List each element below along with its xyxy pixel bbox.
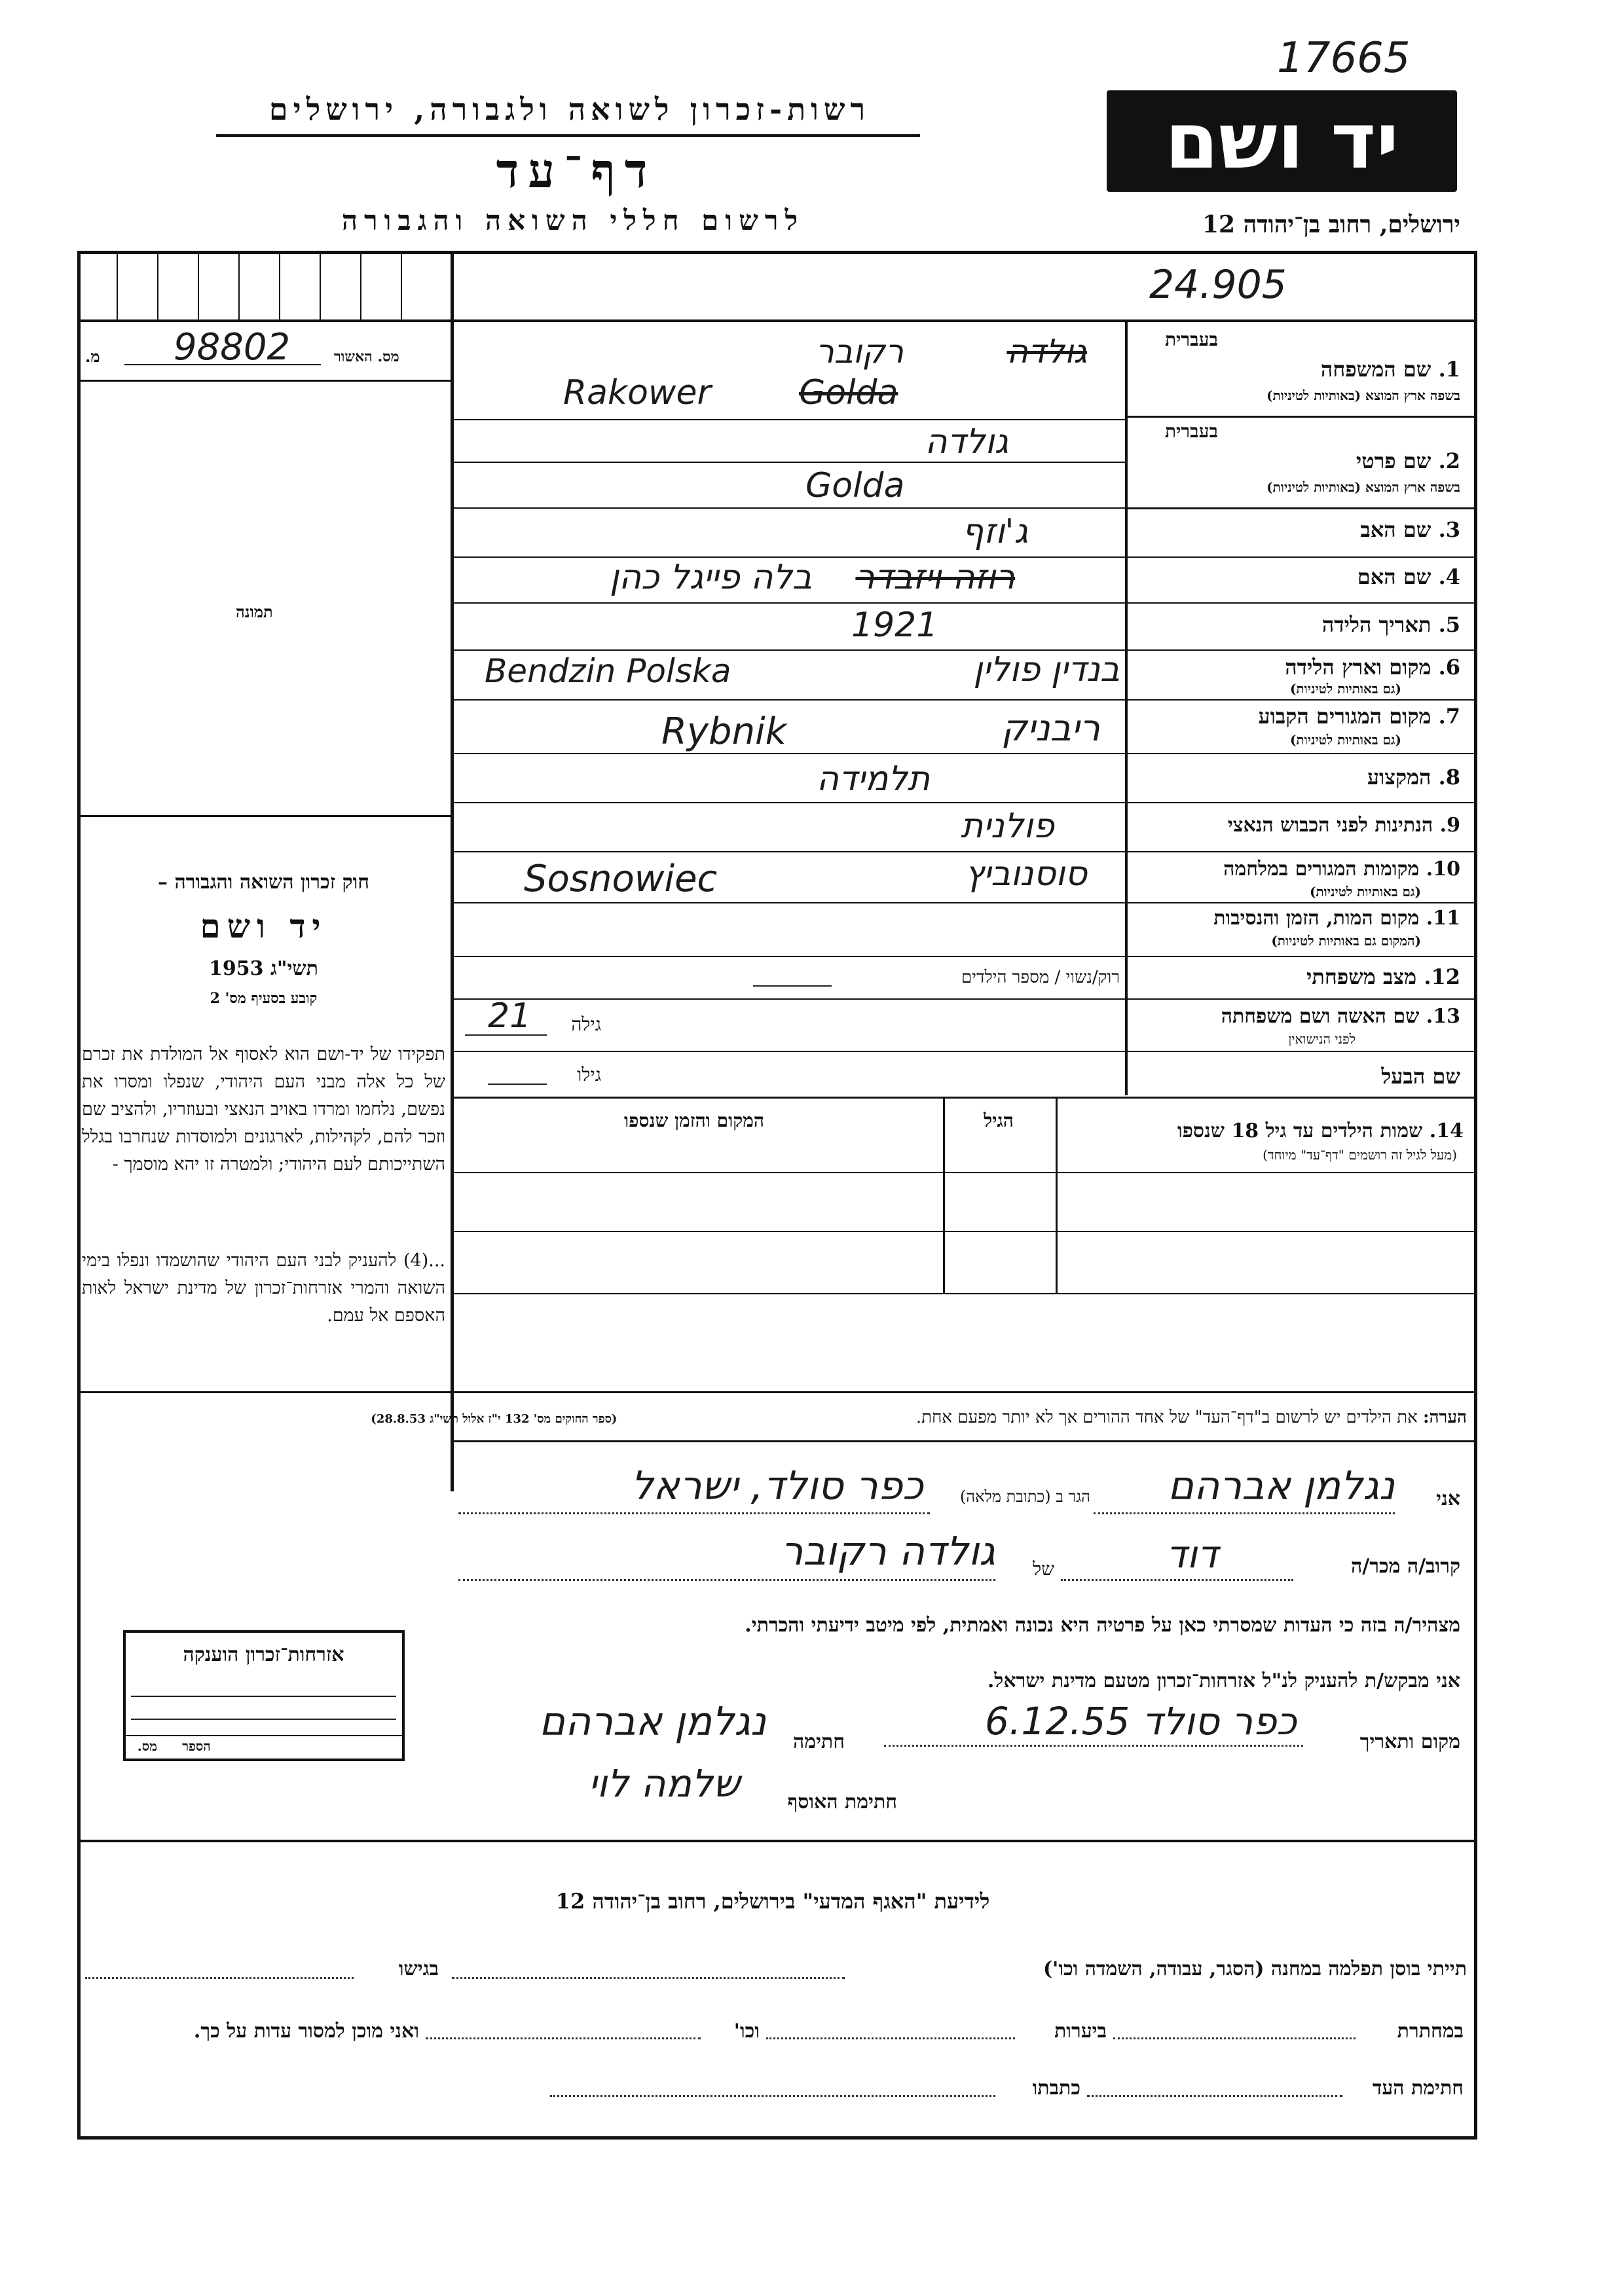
footer-row-1-label: תייתי בוסן תפלמה במחנה (הסגר, עבודה, השמדה וכו'): [1043, 1958, 1467, 1980]
declaration-relative-line: [1061, 1579, 1293, 1581]
field-1-text: שם המשפחה: [1320, 357, 1431, 382]
field-6-value-he: בנדין פולין: [973, 650, 1120, 689]
field-8-text: המקצוע: [1367, 765, 1431, 790]
place-date-line: [884, 1745, 1303, 1747]
declaration-resident-line: [458, 1512, 930, 1514]
declaration-i-line: [1094, 1512, 1395, 1514]
row-rule: [452, 419, 1126, 420]
declaration-relative-value: דוד: [1166, 1532, 1218, 1576]
field-3-label: [1139, 517, 1460, 542]
row-rule: [452, 998, 1477, 1000]
field-5-num: 5.: [1438, 612, 1460, 637]
field-2-label: [1139, 448, 1460, 473]
row-rule: [452, 602, 1477, 604]
field-7-sub: (גם באותיות לטיניות): [1289, 732, 1401, 748]
children-row-rule: [452, 1231, 1477, 1232]
field-5-text: תאריך הלידה: [1321, 612, 1431, 637]
declaration-i-value: נגלמן אברהם: [1168, 1463, 1395, 1509]
children-header-rule: [452, 1172, 1477, 1173]
field-12-label: [1139, 964, 1460, 989]
field-11-text: מקום המות, הזמן והנסיבות: [1213, 907, 1420, 930]
field-3-num: 3.: [1438, 517, 1460, 542]
form-title: דף־עד: [496, 143, 657, 198]
note-top-rule: [77, 1391, 1477, 1393]
row-rule: [1125, 507, 1477, 509]
husband-age-label: גילו: [577, 1064, 601, 1085]
field-8-label: [1139, 765, 1460, 790]
field-11-label: [1139, 907, 1460, 930]
field-10-text: מקומות המגורים במלחמה: [1223, 858, 1420, 881]
law-paragraph-1: תפקידו של יד-ושם הוא לאסוף אל המולדת את זכרם של כל אלה מבני העם היהודי, שנפלו ומסרו את נפשם, נלחמו ומרדו באויב הנאצי ובעוזריו, ולהציב שם וזכר להם, לקהילות, לארגונים ולמוסדות שנחרבו בגלל השתייכותם לעם היהודי; ולמטרה זו יהא מוסמך -: [82, 1044, 445, 1175]
citizenship-bottom-rule: [126, 1735, 402, 1736]
declaration-statement-1: מצהיר/ה בזה כי העדות שמסרתי כאן על פרטיה היא נכונה ואמתית, לפי מיטב ידיעתי והכרתי.: [745, 1614, 1460, 1637]
declaration-of-label: של: [1033, 1558, 1054, 1580]
citizenship-line: [131, 1719, 396, 1720]
field-1-value-crossed: גולדה: [1006, 333, 1087, 371]
children-label: [1064, 1120, 1464, 1142]
row-rule: [452, 851, 1477, 852]
footer-top-rule: [77, 1840, 1477, 1842]
field-8-num: 8.: [1438, 765, 1460, 790]
field-5-value: 1921: [851, 606, 938, 645]
law-title: חוק זכרון השואה והגבורה –: [158, 871, 369, 894]
note-bottom-rule: [452, 1440, 1477, 1442]
footer-row-3-line: [550, 2095, 995, 2097]
field-13-num: 13.: [1426, 1005, 1460, 1028]
declaration-relative-label: קרוב/ה מכר/ה: [1351, 1555, 1460, 1578]
field-11-num: 11.: [1426, 907, 1460, 930]
field-2-value-latin: Golda: [805, 466, 905, 505]
footer-row-1-mid: בגישו: [398, 1958, 439, 1980]
age-value: 21: [488, 996, 532, 1036]
field-7-text: מקום המגורים הקבוע: [1258, 704, 1431, 729]
children-col-divider: [1056, 1097, 1058, 1293]
approval-rule: [77, 380, 452, 382]
declaration-of-value: גולדה רקובר: [781, 1529, 995, 1575]
citizenship-line: [131, 1696, 396, 1697]
footer-row-1-line: [85, 1977, 354, 1979]
top-stamp-number: 24.905: [1149, 262, 1287, 308]
approval-label: מס. האשור: [334, 348, 399, 365]
row-rule: [452, 507, 1126, 509]
footer-row-2-mid-2: וכו': [733, 2020, 760, 2043]
footer-row-3-line: [1087, 2095, 1342, 2097]
children-text: שמות הילדים עד גיל 18 שנספו: [1177, 1120, 1423, 1142]
signature-value: נגלמן אברהם: [539, 1699, 766, 1745]
field-9-label: [1139, 814, 1460, 837]
field-1-value-he: רקובר: [815, 333, 904, 371]
approval-value: 98802: [174, 326, 291, 369]
field-9-num: 9.: [1439, 814, 1460, 837]
law-clause: קובע בסעיף מס' 2: [210, 990, 318, 1007]
field-8-value: תלמידה: [816, 759, 930, 799]
footer-row-2-line: [1113, 2037, 1356, 2039]
footer-row-2-label: במחתרת: [1397, 2020, 1464, 2043]
field-12-text: מצב משפחתי: [1306, 964, 1417, 989]
citizenship-title: אזרחות־זכרון הוענקה: [183, 1643, 344, 1666]
field-10-label: [1139, 858, 1460, 881]
footer-row-2-line: [766, 2037, 1015, 2039]
field-13-text: שם האשה ושם משפחתה: [1221, 1005, 1420, 1028]
field-9-text: הנתינות לפני הכבוש הנאצי: [1227, 814, 1433, 837]
collector-value: שלמה לוי: [588, 1761, 740, 1806]
field-1-sub: בשפה ארץ המוצא (באותיות לטיניות): [1266, 388, 1460, 403]
field-4-text: שם האם: [1357, 564, 1431, 589]
left-column-divider: [451, 251, 454, 1491]
field-2-lang: בעברית: [1164, 420, 1218, 442]
husband-label: שם הבעל: [1381, 1064, 1460, 1089]
header-address: ירושלים, רחוב בן־יהודה 12: [1202, 211, 1460, 238]
row-rule: [452, 802, 1477, 803]
row-rule: [452, 902, 1477, 903]
field-2-sub: בשפה ארץ המוצא (באותיות לטיניות): [1266, 479, 1460, 495]
declaration-statement-2: אני מבקש/ת להעניק לנ"ל אזרחות־זכרון מטעם מדינת ישראל.: [987, 1669, 1460, 1692]
yad-vashem-logo: [1107, 90, 1457, 192]
children-col-age: הגיל: [984, 1110, 1014, 1131]
citizenship-number-label: מס.: [137, 1738, 157, 1754]
authority-title: רשות-זכרון לשואה ולגבורה, ירושלים: [268, 92, 871, 127]
law-citation: (ספר החוקים מס' 132 י"ז אלול תשי"ג 28.8.53): [371, 1412, 618, 1426]
row-rule: [452, 753, 1477, 754]
field-4-label: [1139, 564, 1460, 589]
field-10-value-latin: Sosnowiec: [524, 858, 718, 900]
law-name: יד ושם: [200, 907, 327, 945]
children-row-rule: [452, 1293, 1477, 1294]
approval-suffix: מ.: [85, 347, 100, 366]
row-rule: [452, 462, 1126, 463]
footer-row-2-end: ואני מוכן למסור עדות על כך.: [193, 2020, 419, 2043]
row-rule: [452, 1051, 1477, 1052]
law-year: תשי"ג 1953: [209, 957, 318, 980]
children-sub: (מעל לגיל זה רושמים "דף־עד" מיוחד): [1263, 1147, 1457, 1163]
footer-row-1-line: [452, 1977, 845, 1979]
collector-label: חתימת האוסף: [787, 1791, 897, 1813]
husband-age-underline: [488, 1084, 547, 1085]
note-row: [82, 1408, 1467, 1427]
children-col-divider: [943, 1097, 945, 1293]
note-label: הערה:: [1423, 1408, 1467, 1427]
field-9-value: פולנית: [961, 807, 1054, 846]
field-11-sub: (המקום גם באותיות לטיניות): [1271, 933, 1421, 949]
field-13-label: [1139, 1005, 1460, 1028]
field-7-label: [1139, 704, 1460, 729]
field-5-label: [1139, 612, 1460, 637]
footer-row-2-mid-1: ביערות: [1054, 2020, 1107, 2043]
field-7-value-latin: Rybnik: [661, 710, 787, 753]
place-date-label: מקום ותאריך: [1359, 1730, 1460, 1753]
field-6-sub: (גם באותיות לטיניות): [1289, 681, 1401, 697]
field-6-value-latin: Bendzin Polska: [485, 652, 731, 690]
field-7-value-he: ריבניק: [1001, 707, 1100, 750]
children-col-place: המקום והזמן שנספו: [624, 1110, 764, 1131]
children-count-line: [753, 985, 832, 987]
field-1-num: 1.: [1438, 357, 1460, 382]
field-3-text: שם האב: [1360, 517, 1431, 542]
footer-row-3-mid: כתבתו: [1032, 2077, 1080, 2100]
footer-row-3-label: חתימת העד: [1372, 2077, 1464, 2100]
family-status-text: רוק/נשוי / מספר הילדים: [961, 968, 1120, 987]
field-2-text: שם פרטי: [1356, 448, 1431, 473]
field-6-num: 6.: [1438, 655, 1460, 680]
field-10-num: 10.: [1426, 858, 1460, 881]
photo-label: תמונה: [236, 602, 273, 621]
header-rule: [216, 134, 920, 137]
archive-number: 17665: [1277, 34, 1411, 82]
field-4-value: בלה פייגל כהן: [609, 558, 812, 597]
field-10-value-he: סוסנוביץ: [965, 854, 1087, 894]
declaration-resident-value: כפר סולד, ישראל: [631, 1463, 923, 1509]
children-num: 14.: [1429, 1120, 1464, 1142]
signature-label: חתימה: [793, 1730, 845, 1753]
citizenship-book-label: הספר: [182, 1738, 211, 1754]
declaration-of-line: [458, 1579, 995, 1581]
field-7-num: 7.: [1438, 704, 1460, 729]
field-1-value-latin: Rakower: [563, 373, 711, 412]
form-subtitle: לרשום חללי השואה והגבורה: [341, 204, 805, 236]
declaration-resident-label: הגר ב (כתובת מלאה): [959, 1487, 1090, 1506]
label-column-divider: [1125, 319, 1128, 1095]
top-strip-boxes: [77, 254, 451, 319]
row-rule: [1125, 416, 1477, 418]
photo-bottom-rule: [77, 815, 452, 817]
place-date-value: כפר סולד 6.12.55: [985, 1699, 1297, 1743]
field-2-value-he: גולדה: [925, 422, 1008, 462]
note-text: את הילדים יש לרשום ב"דף־העד" של אחד ההורים אך לא יותר מפעם אחת.: [915, 1408, 1418, 1427]
field-1-label: [1139, 357, 1460, 382]
footer-row-2-line: [426, 2037, 701, 2039]
field-4-num: 4.: [1438, 564, 1460, 589]
declaration-i-label: אני: [1436, 1487, 1460, 1510]
row-rule: [452, 699, 1477, 701]
footer-notice: לידיעת "האגף המדעי" בירושלים, רחוב בן־יהודה 12: [555, 1889, 990, 1914]
field-10-sub: (גם באותיות לטיניות): [1309, 884, 1421, 900]
logo-text: יד ושם: [1164, 96, 1399, 186]
field-2-num: 2.: [1438, 448, 1460, 473]
top-strip-rule: [77, 319, 1477, 322]
row-rule: [452, 956, 1477, 957]
law-paragraph-2: ...(4) להעניק לבני העם היהודי שהושמדו ונפלו בימי השואה והמרי אזרחות־זכרון של מדינת ישראל לאות האספם אל עמם.: [82, 1250, 445, 1326]
field-3-value: ג'וזף: [961, 512, 1028, 551]
field-1-lang: בעברית: [1164, 329, 1218, 350]
field-1-value-latin-crossed: Golda: [799, 373, 898, 412]
field-13-sub: לפני הנישואין: [1288, 1031, 1356, 1047]
field-6-label: [1139, 655, 1460, 680]
field-4-value-crossed: רוזה ויזבדר: [855, 558, 1015, 597]
field-6-text: מקום וארץ הלידה: [1285, 655, 1431, 680]
row-rule: [452, 1097, 1477, 1099]
field-12-num: 12.: [1424, 964, 1460, 989]
age-label: גילה: [571, 1013, 601, 1035]
